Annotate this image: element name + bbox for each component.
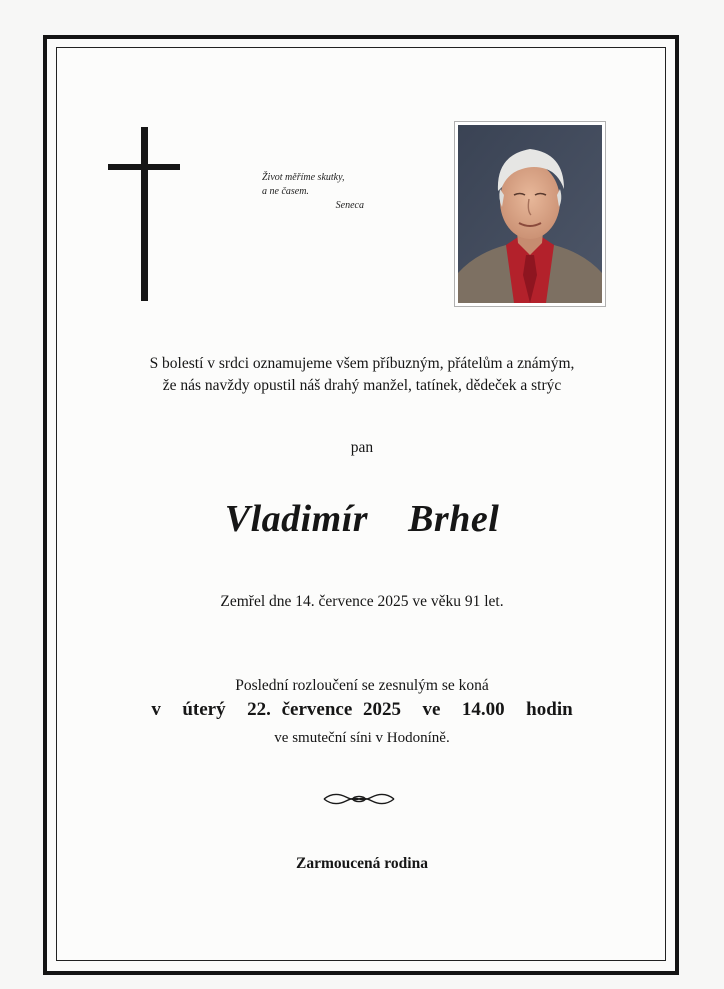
quote-block: [262, 171, 372, 213]
announcement-line-1: S bolestí v srdci oznamujeme všem příbuzným, přátelům a známým,: [149, 355, 575, 372]
quote-line-1: Život měříme skutky,: [262, 172, 345, 183]
farewell-datetime: v úterý 22. července 2025 ve 14.00 hodin: [151, 699, 573, 720]
flourish-ornament-icon: [322, 789, 396, 809]
signature: Zarmoucená rodina: [296, 855, 428, 872]
farewell-intro: Poslední rozloučení se zesnulým se koná: [235, 677, 489, 694]
farewell-place: ve smuteční síni v Hodoníně.: [274, 730, 450, 746]
portrait-photo: [454, 121, 606, 307]
announcement-line-2: že nás navždy opustil náš drahý manžel, tatínek, dědeček a strýc: [162, 377, 562, 394]
cross-icon: [108, 127, 180, 301]
quote-line-2: a ne časem.: [262, 186, 309, 197]
announcement-text: [0, 353, 724, 397]
title-pan: pan: [350, 439, 374, 456]
death-notice: Zemřel dne 14. července 2025 ve věku 91 let.: [220, 593, 504, 610]
deceased-name: Vladimír Brhel: [224, 498, 500, 540]
quote-author: Seneca: [335, 200, 364, 211]
